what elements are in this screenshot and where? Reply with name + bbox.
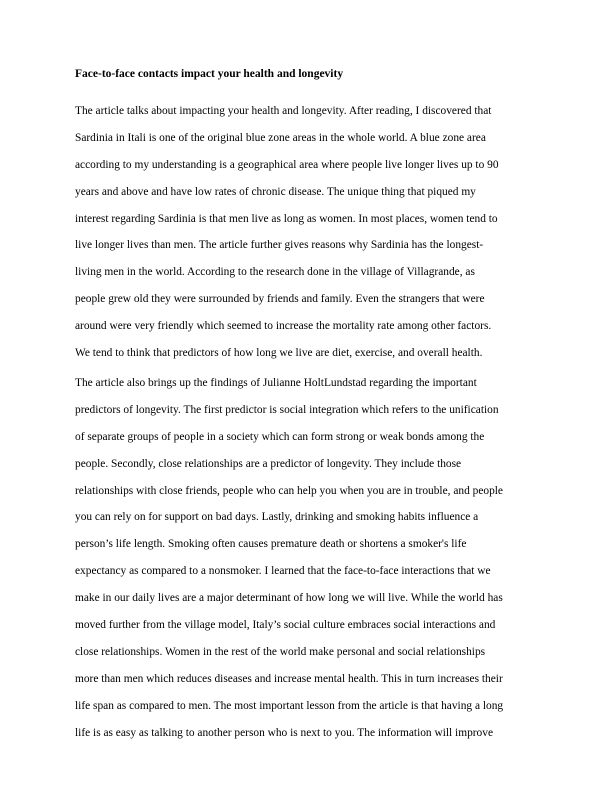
paragraph-line: make in our daily lives are a major determinant of how long we will live. While the world has (75, 592, 503, 605)
paragraph-line: you can rely on for support on bad days. Lastly, drinking and smoking habits influence a (75, 511, 479, 524)
paragraph-line: life is as easy as talking to another person who is next to you. The information will improve (75, 726, 493, 739)
paragraph-line: interest regarding Sardinia is that men live as long as women. In most places, women tend to (75, 212, 498, 225)
paragraph-line: predictors of longevity. The first predictor is social integration which refers to the unification (75, 403, 499, 416)
paragraph-line: moved further from the village model, Italy’s social culture embraces social interactions and (75, 619, 496, 632)
paragraph-line: Sardinia in Itali is one of the original blue zone areas in the whole world. A blue zone area (75, 131, 486, 144)
paragraph-line: years and above and have low rates of chronic disease. The unique thing that piqued my (75, 185, 476, 198)
paragraph-line: around were very friendly which seemed to increase the mortality rate among other factors. (75, 320, 492, 333)
paragraph-line: relationships with close friends, people who can help you when you are in trouble, and people (75, 484, 503, 497)
paragraph-line: more than men which reduces diseases and increase mental health. This in turn increases their (75, 672, 503, 685)
paragraph-line: We tend to think that predictors of how long we live are diet, exercise, and overall health. (75, 347, 483, 360)
paragraph-line: of separate groups of people in a society which can form strong or weak bonds among the (75, 430, 485, 443)
paragraph-line: life span as compared to men. The most important lesson from the article is that having a long (75, 699, 504, 712)
paragraph-1 (75, 104, 545, 373)
paragraph-line: living men in the world. According to the research done in the village of Villagrande, as (75, 266, 475, 279)
paragraph-line: The article talks about impacting your health and longevity. After reading, I discovered that (75, 105, 492, 117)
paragraph-line: according to my understanding is a geographical area where people live longer lives up to 90 (75, 158, 499, 171)
paragraph-line: person’s life length. Smoking often causes premature death or shortens a smoker's life (75, 538, 467, 551)
paragraph-line: live longer lives than men. The article further gives reasons why Sardinia has the longest- (75, 239, 484, 252)
paragraph-line: The article also brings up the findings of Julianne HoltLundstad regarding the important (75, 377, 477, 389)
paragraph-line: expectancy as compared to a nonsmoker. I learned that the face-to-face interactions that we (75, 565, 491, 578)
document-title: Face-to-face contacts impact your health and longevity (75, 68, 344, 80)
paragraph-line: people grew old they were surrounded by friends and family. Even the strangers that were (75, 293, 485, 306)
paragraph-2 (75, 376, 545, 752)
paragraph-line: people. Secondly, close relationships are a predictor of longevity. They include those (75, 457, 462, 470)
paragraph-line: close relationships. Women in the rest of the world make personal and social relationships (75, 645, 486, 658)
